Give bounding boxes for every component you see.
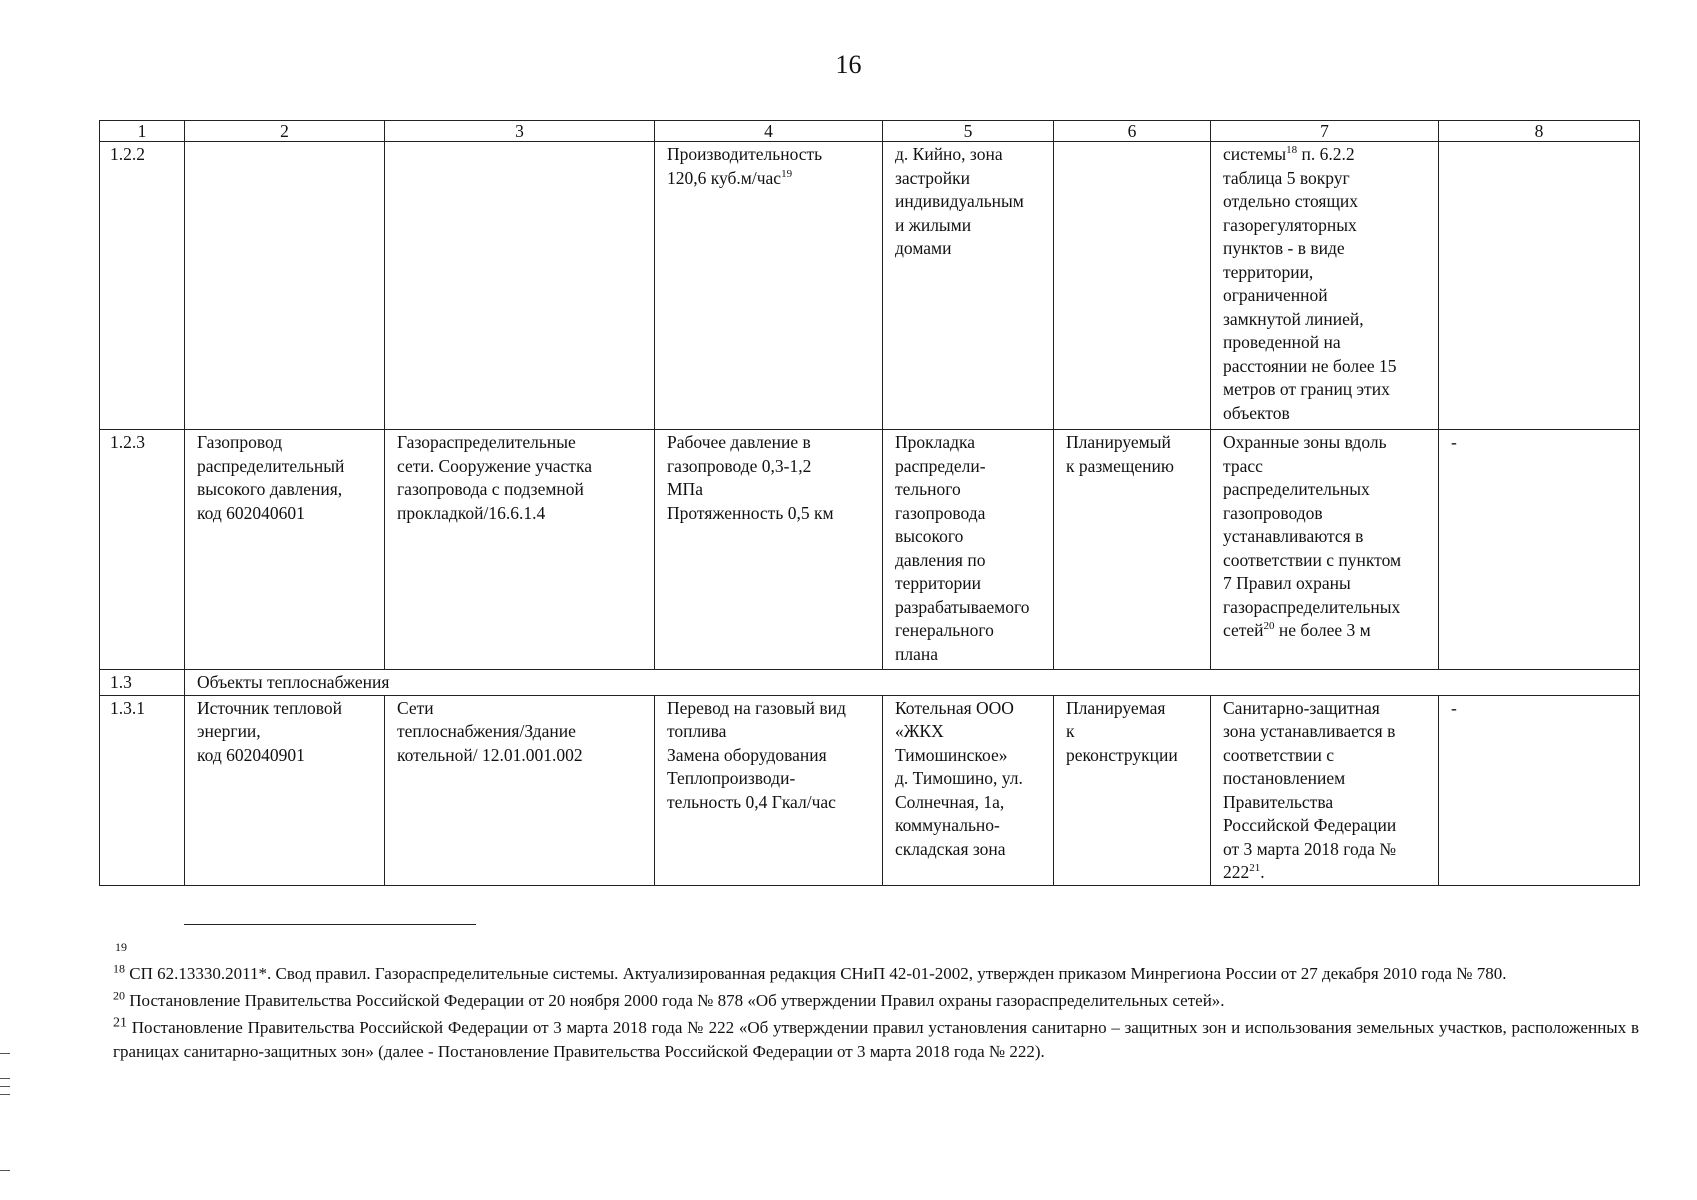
footnote-text: СП 62.13330.2011*. Свод правил. Газораспределительные системы. Актуализированная редакция СНиП 42-01-2002, утвержден приказом Минрегиона России от 27 декабря 2010 года № 780. [125, 964, 1507, 983]
object-name-cell [185, 142, 385, 430]
object-type-cell: Газораспределительные сети. Сооружение участка газопровода с подземной прокладкой/16.6.1.4 [385, 430, 655, 670]
footnote-marker: 19 [115, 940, 127, 954]
zone-text-pre: Охранные зоны вдоль трасс распределительных газопроводов устанавливаются в соответствии с пунктом 7 Правил охраны газораспределительных сетей [1223, 432, 1402, 640]
footnote-ref: 21 [1249, 862, 1261, 875]
binding-mark [0, 1053, 10, 1054]
status-cell [1054, 142, 1211, 430]
table-header-row [100, 121, 1640, 142]
footnote-ref: 18 [1286, 144, 1298, 157]
footnotes [113, 962, 1639, 1067]
table-row [100, 142, 1640, 430]
row-number: 1.3 [100, 670, 185, 696]
binding-mark [0, 1094, 10, 1095]
zone-text-post: . [1260, 862, 1265, 882]
status-cell: Планируемая к реконструкции [1054, 695, 1211, 885]
footnote-mark: 21 [113, 1015, 127, 1031]
zone-cell [1211, 430, 1439, 670]
object-name-cell: Источник тепловой энергии, код 602040901 [185, 695, 385, 885]
table-row [100, 430, 1640, 670]
section-title: Объекты теплоснабжения [185, 670, 1640, 696]
header-cell: 5 [883, 121, 1054, 142]
row-number: 1.2.3 [100, 430, 185, 670]
header-cell: 6 [1054, 121, 1211, 142]
section-row [100, 670, 1640, 696]
binding-mark [0, 1086, 10, 1087]
header-cell: 8 [1439, 121, 1640, 142]
zone-cell [1211, 695, 1439, 885]
footnote-text: Постановление Правительства Российской Федерации от 20 ноября 2000 года № 878 «Об утверждении Правил охраны газораспределительных сетей». [125, 991, 1225, 1010]
note-cell: - [1439, 695, 1640, 885]
row-number: 1.2.2 [100, 142, 185, 430]
object-type-cell: Сети теплоснабжения/Здание котельной/ 12.01.001.002 [385, 695, 655, 885]
header-cell: 7 [1211, 121, 1439, 142]
footnote-18 [113, 962, 1639, 986]
header-cell: 1 [100, 121, 185, 142]
zone-text-post: не более 3 м [1274, 620, 1371, 640]
page-number: 16 [835, 50, 862, 79]
footnote-text: Постановление Правительства Российской Федерации от 3 марта 2018 года № 222 «Об утверждении правил установления санитарно – защитных зон и использования земельных участков, расположенных в границах санитарно-защитных зон» (далее - Постановление Правительства Российской Федерации от 3 марта 2018 года № 222). [113, 1018, 1639, 1061]
binding-mark [0, 1170, 10, 1171]
document-table [99, 120, 1640, 886]
header-cell: 2 [185, 121, 385, 142]
characteristics-cell [655, 142, 883, 430]
zone-text-pre: системы [1223, 144, 1287, 164]
footnote-mark: 18 [113, 961, 125, 976]
zone-cell [1211, 142, 1439, 430]
header-cell: 4 [655, 121, 883, 142]
table-row [100, 695, 1640, 885]
location-cell: Котельная ООО «ЖКХ Тимошинское» д. Тимошино, ул. Солнечная, 1а, коммунально- складская зона [883, 695, 1054, 885]
row-number: 1.3.1 [100, 695, 185, 885]
footnote-21 [113, 1016, 1639, 1064]
footnote-separator [184, 924, 476, 925]
object-name-cell: Газопровод распределительный высокого давления, код 602040601 [185, 430, 385, 670]
characteristics-text: Производительность 120,6 куб.м/час [667, 144, 823, 188]
zone-text-post: п. 6.2.2 таблица 5 вокруг отдельно стоящих газорегуляторных пунктов - в виде территории, ограниченной замкнутой линией, проведенной на расстоянии не более 15 метров от границ этих объектов [1223, 144, 1397, 423]
characteristics-cell: Рабочее давление в газопроводе 0,3-1,2 МПа Протяженность 0,5 км [655, 430, 883, 670]
footnote-ref: 20 [1263, 620, 1275, 633]
binding-mark [0, 1078, 10, 1079]
zone-text-pre: Санитарно-защитная зона устанавливается в соответствии с постановлением Правительства Российской Федерации от 3 марта 2018 года № 222 [1223, 697, 1397, 882]
location-cell: Прокладка распредели- тельного газопровода высокого давления по территории разрабатываемого генерального плана [883, 430, 1054, 670]
object-type-cell [385, 142, 655, 430]
note-cell: - [1439, 430, 1640, 670]
footnote-ref: 19 [781, 167, 793, 180]
footnote-20 [113, 989, 1639, 1013]
location-cell: д. Кийно, зона застройки индивидуальным и жилыми домами [883, 142, 1054, 430]
footnote-mark: 20 [113, 988, 125, 1003]
status-cell: Планируемый к размещению [1054, 430, 1211, 670]
note-cell [1439, 142, 1640, 430]
characteristics-cell: Перевод на газовый вид топлива Замена оборудования Теплопроизводи- тельность 0,4 Гкал/час [655, 695, 883, 885]
header-cell: 3 [385, 121, 655, 142]
